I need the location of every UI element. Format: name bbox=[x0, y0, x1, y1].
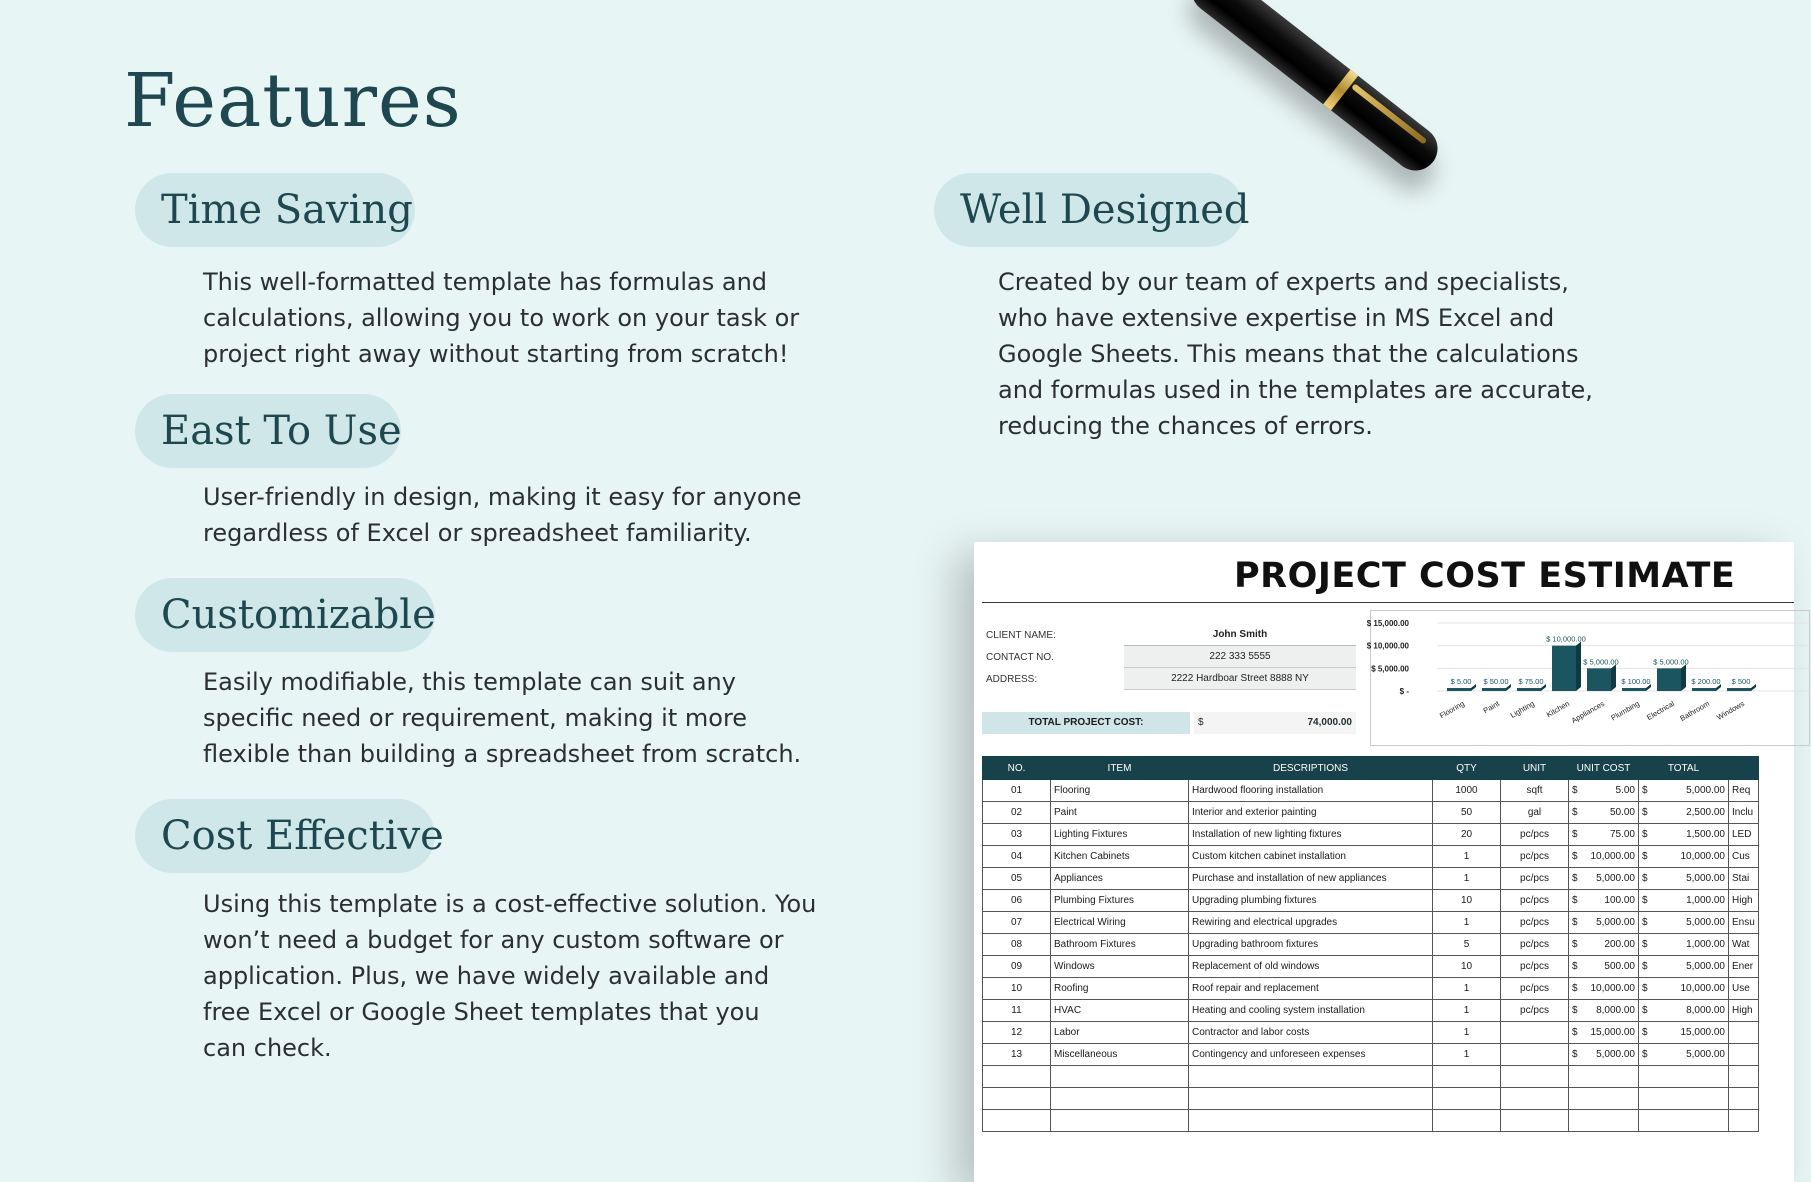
table-cell: 10 bbox=[983, 978, 1051, 1000]
table-cell bbox=[1639, 1110, 1655, 1132]
chart-x-tick-label: Electrical bbox=[1645, 698, 1676, 722]
table-row bbox=[983, 1066, 1759, 1088]
chart-bar bbox=[1692, 688, 1716, 691]
table-cell bbox=[1569, 1066, 1585, 1088]
table-cell bbox=[1501, 1088, 1569, 1110]
table-cell: 1000 bbox=[1433, 780, 1501, 802]
chart-y-tick-label: $ - bbox=[1399, 687, 1409, 696]
chart-y-tick-label: $ 5,000.00 bbox=[1371, 664, 1409, 674]
table-cell: $ bbox=[1569, 824, 1585, 846]
table-cell bbox=[1655, 1110, 1729, 1132]
table-cell: 07 bbox=[983, 912, 1051, 934]
table-cell: $ bbox=[1569, 978, 1585, 1000]
table-cell: pc/pcs bbox=[1501, 912, 1569, 934]
table-cell bbox=[1051, 1066, 1189, 1088]
table-cell: 8,000.00 bbox=[1585, 1000, 1639, 1022]
table-cell: 1 bbox=[1433, 868, 1501, 890]
feature-time-saving-description: This well-formatted template has formulas and calculations, allowing you to work on your task or project right away without starting from scratch! bbox=[203, 268, 800, 368]
client-name-label: CLIENT NAME: bbox=[986, 630, 1056, 641]
table-row bbox=[983, 978, 1759, 1000]
pen-image bbox=[1183, 0, 1446, 179]
table-cell: High bbox=[1729, 1000, 1759, 1022]
table-cell: 20 bbox=[1433, 824, 1501, 846]
table-cell: Ener bbox=[1729, 956, 1759, 978]
table-cell: 5,000.00 bbox=[1655, 868, 1729, 890]
header-unit: UNIT bbox=[1501, 757, 1569, 780]
chart-bar-side bbox=[1471, 684, 1476, 691]
table-cell: pc/pcs bbox=[1501, 956, 1569, 978]
table-cell: 15,000.00 bbox=[1585, 1022, 1639, 1044]
table-row bbox=[983, 780, 1759, 802]
table-cell: 5,000.00 bbox=[1585, 1044, 1639, 1066]
chart-data-label: $ 200.00 bbox=[1691, 677, 1721, 686]
header-no: NO. bbox=[983, 757, 1051, 780]
table-cell: 15,000.00 bbox=[1655, 1022, 1729, 1044]
total-currency: $ bbox=[1194, 712, 1218, 734]
table-cell: 100.00 bbox=[1585, 890, 1639, 912]
table-cell: 5 bbox=[1433, 934, 1501, 956]
table-cell: 1 bbox=[1433, 1022, 1501, 1044]
table-cell bbox=[1729, 1066, 1759, 1088]
table-cell: Upgrading bathroom fixtures bbox=[1189, 934, 1433, 956]
chart-bar bbox=[1657, 668, 1681, 691]
table-row bbox=[983, 868, 1759, 890]
table-cell: 10 bbox=[1433, 890, 1501, 912]
table-header-row bbox=[983, 757, 1759, 780]
total-project-cost-value: 74,000.00 bbox=[1214, 712, 1356, 734]
table-cell: 1 bbox=[1433, 1044, 1501, 1066]
table-cell: 01 bbox=[983, 780, 1051, 802]
table-cell bbox=[1729, 1110, 1759, 1132]
table-cell: $ bbox=[1569, 956, 1585, 978]
table-cell: 10,000.00 bbox=[1585, 846, 1639, 868]
table-cell: 200.00 bbox=[1585, 934, 1639, 956]
table-cell: $ bbox=[1569, 846, 1585, 868]
header-unit-cost: UNIT COST bbox=[1569, 757, 1639, 780]
table-cell: 5,000.00 bbox=[1655, 780, 1729, 802]
table-cell: 12 bbox=[983, 1022, 1051, 1044]
table-cell: 5,000.00 bbox=[1655, 1044, 1729, 1066]
chart-bar bbox=[1517, 688, 1541, 691]
table-cell: Roofing bbox=[1051, 978, 1189, 1000]
feature-easy-to-use-heading: East To Use bbox=[135, 394, 401, 468]
table-cell: Wat bbox=[1729, 934, 1759, 956]
spreadsheet-preview bbox=[974, 542, 1794, 1182]
table-cell: Installation of new lighting fixtures bbox=[1189, 824, 1433, 846]
table-cell bbox=[1433, 1088, 1501, 1110]
table-cell: 10,000.00 bbox=[1655, 978, 1729, 1000]
header-total: TOTAL bbox=[1639, 757, 1729, 780]
table-cell: Heating and cooling system installation bbox=[1189, 1000, 1433, 1022]
table-cell: Cus bbox=[1729, 846, 1759, 868]
chart-bar-side bbox=[1611, 664, 1616, 691]
table-row bbox=[983, 1044, 1759, 1066]
table-cell bbox=[1639, 1088, 1655, 1110]
table-cell: 5.00 bbox=[1585, 780, 1639, 802]
table-cell: LED bbox=[1729, 824, 1759, 846]
table-cell bbox=[1501, 1022, 1569, 1044]
chart-bar-side bbox=[1576, 642, 1581, 691]
chart-data-label: $ 75.00 bbox=[1518, 677, 1544, 686]
chart-x-tick-label: Plumbing bbox=[1609, 698, 1641, 723]
table-cell: 75.00 bbox=[1585, 824, 1639, 846]
chart-bar bbox=[1727, 688, 1751, 691]
table-cell: $ bbox=[1569, 868, 1585, 890]
table-cell: 1 bbox=[1433, 846, 1501, 868]
table-cell bbox=[1729, 1088, 1759, 1110]
table-cell: $ bbox=[1639, 780, 1655, 802]
table-cell bbox=[1189, 1066, 1433, 1088]
table-cell: pc/pcs bbox=[1501, 868, 1569, 890]
chart-bar-side bbox=[1681, 664, 1686, 691]
chart-x-tick-label: Bathroom bbox=[1678, 698, 1711, 723]
table-cell bbox=[1639, 1066, 1655, 1088]
table-cell: 5,000.00 bbox=[1585, 912, 1639, 934]
table-cell: Hardwood flooring installation bbox=[1189, 780, 1433, 802]
table-cell bbox=[1051, 1110, 1189, 1132]
table-cell: pc/pcs bbox=[1501, 934, 1569, 956]
table-cell bbox=[1189, 1110, 1433, 1132]
table-row bbox=[983, 956, 1759, 978]
table-cell: $ bbox=[1639, 1000, 1655, 1022]
table-cell bbox=[1501, 1066, 1569, 1088]
cost-table bbox=[982, 756, 1759, 1132]
table-cell bbox=[1585, 1088, 1639, 1110]
chart-bar bbox=[1447, 688, 1471, 691]
table-cell: 04 bbox=[983, 846, 1051, 868]
table-row bbox=[983, 1088, 1759, 1110]
table-cell bbox=[1729, 1044, 1759, 1066]
feature-customizable-heading: Customizable bbox=[135, 578, 435, 652]
chart-bar bbox=[1587, 668, 1611, 691]
table-cell: Replacement of old windows bbox=[1189, 956, 1433, 978]
table-cell bbox=[1655, 1066, 1729, 1088]
table-row bbox=[983, 1000, 1759, 1022]
table-cell: $ bbox=[1639, 1044, 1655, 1066]
contact-value: 222 333 5555 bbox=[1124, 646, 1356, 668]
header-descriptions: DESCRIPTIONS bbox=[1189, 757, 1433, 780]
table-cell: Lighting Fixtures bbox=[1051, 824, 1189, 846]
table-cell: HVAC bbox=[1051, 1000, 1189, 1022]
sheet-title: PROJECT COST ESTIMATE bbox=[1234, 556, 1736, 596]
chart-bar-side bbox=[1751, 684, 1756, 691]
chart-x-tick-label: Windows bbox=[1715, 698, 1746, 722]
table-cell: 11 bbox=[983, 1000, 1051, 1022]
table-cell: Use bbox=[1729, 978, 1759, 1000]
address-label: ADDRESS: bbox=[986, 674, 1038, 685]
feature-well-designed-description: Created by our team of experts and specialists, who have extensive expertise in MS Excel and Google Sheets. This means that the calculations and formulas used in the templates are accurate, reducing the chances of errors. bbox=[998, 268, 1593, 440]
table-row bbox=[983, 1022, 1759, 1044]
table-cell: $ bbox=[1569, 934, 1585, 956]
feature-cost-effective-heading: Cost Effective bbox=[135, 799, 435, 873]
table-cell: 5,000.00 bbox=[1585, 868, 1639, 890]
chart-x-tick-label: Paint bbox=[1481, 698, 1501, 716]
feature-customizable-description: Easily modifiable, this template can suit any specific need or requirement, making it more flexible than building a spreadsheet from scratch. bbox=[203, 668, 802, 768]
table-cell: $ bbox=[1639, 978, 1655, 1000]
table-cell: 05 bbox=[983, 868, 1051, 890]
table-cell bbox=[1051, 1088, 1189, 1110]
header-item: ITEM bbox=[1051, 757, 1189, 780]
table-cell: 5,000.00 bbox=[1655, 912, 1729, 934]
table-cell bbox=[983, 1110, 1051, 1132]
table-cell: 1,000.00 bbox=[1655, 890, 1729, 912]
table-cell: Custom kitchen cabinet installation bbox=[1189, 846, 1433, 868]
table-cell: Plumbing Fixtures bbox=[1051, 890, 1189, 912]
table-cell: $ bbox=[1639, 934, 1655, 956]
chart-data-label: $ 100.00 bbox=[1621, 677, 1651, 686]
table-cell: $ bbox=[1569, 1000, 1585, 1022]
chart-x-tick-label: Kitchen bbox=[1544, 698, 1571, 720]
table-cell: pc/pcs bbox=[1501, 978, 1569, 1000]
chart-bar bbox=[1622, 688, 1646, 691]
table-cell: Req bbox=[1729, 780, 1759, 802]
table-cell bbox=[1501, 1044, 1569, 1066]
table-cell: pc/pcs bbox=[1501, 824, 1569, 846]
contact-label: CONTACT NO. bbox=[986, 652, 1054, 663]
header-qty: QTY bbox=[1433, 757, 1501, 780]
table-row bbox=[983, 824, 1759, 846]
table-cell: Inclu bbox=[1729, 802, 1759, 824]
table-cell: High bbox=[1729, 890, 1759, 912]
table-cell: 03 bbox=[983, 824, 1051, 846]
table-cell: Miscellaneous bbox=[1051, 1044, 1189, 1066]
chart-data-label: $ 5.00 bbox=[1450, 677, 1472, 686]
table-cell: 2,500.00 bbox=[1655, 802, 1729, 824]
table-cell bbox=[1433, 1110, 1501, 1132]
table-cell bbox=[1655, 1088, 1729, 1110]
table-cell: $ bbox=[1639, 868, 1655, 890]
table-cell: $ bbox=[1639, 912, 1655, 934]
table-cell: 09 bbox=[983, 956, 1051, 978]
table-cell: $ bbox=[1639, 956, 1655, 978]
table-cell: 10,000.00 bbox=[1655, 846, 1729, 868]
table-cell: 8,000.00 bbox=[1655, 1000, 1729, 1022]
table-cell bbox=[1585, 1066, 1639, 1088]
table-cell: 1,500.00 bbox=[1655, 824, 1729, 846]
chart-data-label: $ 5,000.00 bbox=[1583, 657, 1619, 667]
table-cell: pc/pcs bbox=[1501, 1000, 1569, 1022]
table-cell: $ bbox=[1639, 802, 1655, 824]
table-cell: $ bbox=[1569, 780, 1585, 802]
table-cell bbox=[1189, 1088, 1433, 1110]
table-cell: 1,000.00 bbox=[1655, 934, 1729, 956]
chart-svg bbox=[1366, 611, 1811, 747]
table-cell: Contractor and labor costs bbox=[1189, 1022, 1433, 1044]
address-value: 2222 Hardboar Street 8888 NY bbox=[1124, 668, 1356, 690]
table-cell: Flooring bbox=[1051, 780, 1189, 802]
table-cell: gal bbox=[1501, 802, 1569, 824]
table-cell: 50 bbox=[1433, 802, 1501, 824]
table-cell: Bathroom Fixtures bbox=[1051, 934, 1189, 956]
table-cell: 500.00 bbox=[1585, 956, 1639, 978]
client-name-value: John Smith bbox=[1124, 624, 1356, 646]
table-cell bbox=[983, 1066, 1051, 1088]
table-cell: pc/pcs bbox=[1501, 890, 1569, 912]
chart-data-label: $ 5,000.00 bbox=[1653, 657, 1689, 667]
table-cell: $ bbox=[1639, 1022, 1655, 1044]
chart-x-tick-label: Flooring bbox=[1438, 698, 1466, 721]
chart-bar bbox=[1482, 688, 1506, 691]
table-cell: Upgrading plumbing fixtures bbox=[1189, 890, 1433, 912]
chart-y-tick-label: $ 15,000.00 bbox=[1366, 619, 1409, 628]
chart-bar bbox=[1552, 646, 1576, 691]
table-cell: $ bbox=[1639, 890, 1655, 912]
table-row bbox=[983, 802, 1759, 824]
table-cell: Windows bbox=[1051, 956, 1189, 978]
table-cell: 5,000.00 bbox=[1655, 956, 1729, 978]
chart-data-label: $ 10,000.00 bbox=[1546, 634, 1586, 644]
table-cell bbox=[1729, 1022, 1759, 1044]
table-cell: Labor bbox=[1051, 1022, 1189, 1044]
table-cell: Roof repair and replacement bbox=[1189, 978, 1433, 1000]
table-cell: 50.00 bbox=[1585, 802, 1639, 824]
table-cell: 06 bbox=[983, 890, 1051, 912]
header-notes bbox=[1729, 757, 1759, 780]
table-cell bbox=[1569, 1110, 1585, 1132]
table-cell: $ bbox=[1639, 846, 1655, 868]
chart-x-tick-label: Lighting bbox=[1508, 698, 1536, 720]
feature-time-saving-heading: Time Saving bbox=[135, 173, 415, 247]
title-divider bbox=[982, 602, 1794, 603]
table-cell: $ bbox=[1569, 912, 1585, 934]
table-cell: Interior and exterior painting bbox=[1189, 802, 1433, 824]
table-cell: 1 bbox=[1433, 912, 1501, 934]
feature-well-designed-heading: Well Designed bbox=[934, 173, 1244, 247]
table-cell: 08 bbox=[983, 934, 1051, 956]
table-cell bbox=[1433, 1066, 1501, 1088]
table-cell: sqft bbox=[1501, 780, 1569, 802]
table-row bbox=[983, 846, 1759, 868]
table-cell: Appliances bbox=[1051, 868, 1189, 890]
feature-cost-effective-description: Using this template is a cost-effective solution. You won’t need a budget for any custom software or application. Plus, we have widely available and free Excel or Google Sheet templates that you can check. bbox=[203, 890, 817, 1062]
table-cell: $ bbox=[1639, 824, 1655, 846]
chart-x-tick-label: Appliances bbox=[1569, 698, 1606, 726]
table-cell: 13 bbox=[983, 1044, 1051, 1066]
table-cell: Electrical Wiring bbox=[1051, 912, 1189, 934]
table-cell: Stai bbox=[1729, 868, 1759, 890]
table-cell bbox=[1585, 1110, 1639, 1132]
table-cell: 02 bbox=[983, 802, 1051, 824]
table-row bbox=[983, 912, 1759, 934]
table-cell: $ bbox=[1569, 802, 1585, 824]
table-cell: Ensu bbox=[1729, 912, 1759, 934]
chart-y-tick-label: $ 10,000.00 bbox=[1366, 641, 1409, 651]
feature-easy-to-use-description: User-friendly in design, making it easy for anyone regardless of Excel or spreadsheet familiarity. bbox=[203, 483, 802, 547]
table-cell: 10 bbox=[1433, 956, 1501, 978]
table-cell: Contingency and unforeseen expenses bbox=[1189, 1044, 1433, 1066]
table-cell bbox=[1501, 1110, 1569, 1132]
table-cell: $ bbox=[1569, 1044, 1585, 1066]
table-cell: Rewiring and electrical upgrades bbox=[1189, 912, 1433, 934]
chart-data-label: $ 500 bbox=[1731, 677, 1751, 686]
table-row bbox=[983, 1110, 1759, 1132]
table-cell bbox=[983, 1088, 1051, 1110]
chart-data-label: $ 50.00 bbox=[1483, 677, 1509, 686]
table-row bbox=[983, 934, 1759, 956]
table-cell: pc/pcs bbox=[1501, 846, 1569, 868]
table-cell: 1 bbox=[1433, 978, 1501, 1000]
table-cell bbox=[1569, 1088, 1585, 1110]
table-cell: Kitchen Cabinets bbox=[1051, 846, 1189, 868]
table-cell: 1 bbox=[1433, 1000, 1501, 1022]
table-row bbox=[983, 890, 1759, 912]
cost-bar-chart bbox=[1366, 610, 1810, 746]
table-cell: $ bbox=[1569, 1022, 1585, 1044]
table-cell: Purchase and installation of new appliances bbox=[1189, 868, 1433, 890]
page-title: Features bbox=[124, 58, 462, 144]
table-cell: 10,000.00 bbox=[1585, 978, 1639, 1000]
total-project-cost-label: TOTAL PROJECT COST: bbox=[982, 712, 1190, 734]
table-cell: $ bbox=[1569, 890, 1585, 912]
table-cell: Paint bbox=[1051, 802, 1189, 824]
